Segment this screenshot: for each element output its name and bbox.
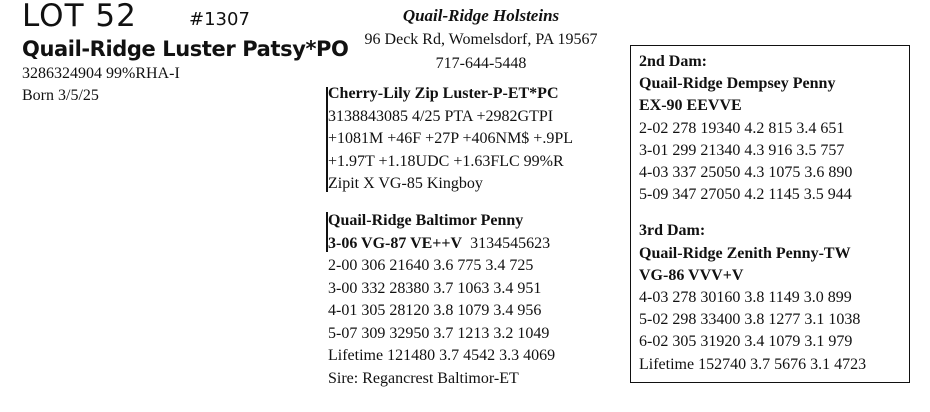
third-dam-name: Quail-Ridge Zenith Penny-TW	[639, 244, 851, 262]
farm-name: Quail-Ridge Holsteins	[402, 6, 560, 25]
dam-sire: Sire: Regancrest Baltimor-ET	[328, 369, 519, 387]
dam-registration: 3134545623	[470, 234, 551, 252]
ancestry-content	[639, 51, 866, 376]
third-dam-classification: VG-86 VVV+V	[639, 266, 744, 284]
second-dam-name: Quail-Ridge Dempsey Penny	[639, 75, 836, 93]
sire-line: 3138843085 4/25 PTA +2982GTPI	[328, 107, 554, 125]
farm-address: 96 Deck Rd, Womelsdorf, PA 19567	[364, 31, 598, 48]
section-gap	[639, 206, 866, 220]
dam-record: 2-00 306 21640 3.6 775 3.4 725	[328, 257, 534, 274]
dam-block	[328, 210, 555, 390]
farm-info	[316, 4, 646, 76]
sire-line: +1.97T +1.18UDC +1.63FLC 99%R	[328, 152, 564, 170]
second-dam-record: 2-02 278 19340 4.2 815 3.4 651	[639, 119, 845, 137]
third-dam-record: 6-02 305 31920 3.4 1079 3.1 979	[639, 333, 853, 351]
sire-line: Zipit X VG-85 Kingboy	[328, 175, 483, 192]
second-dam-record: 3-01 299 21340 4.3 916 3.5 757	[639, 141, 845, 159]
animal-name: Quail-Ridge Luster Patsy*PO	[22, 37, 349, 61]
third-dam-record: 4-03 278 30160 3.8 1149 3.0 899	[639, 289, 852, 307]
dam-record: 5-07 309 32950 3.7 1213 3.2 1049	[328, 324, 550, 342]
second-dam-classification: EX-90 EEVVE	[639, 97, 742, 115]
dam-classification-line	[328, 233, 555, 256]
lot-title: LOT 52	[22, 0, 137, 34]
sire-line: +1081M +46F +27P +406NM$ +.9PL	[328, 130, 573, 147]
dam-lifetime-record: Lifetime 121480 3.7 4542 3.3 4069	[328, 347, 556, 364]
second-dam-record: 5-09 347 27050 4.2 1145 3.5 944	[639, 186, 852, 204]
second-dam-heading: 2nd Dam:	[639, 53, 708, 70]
lot-number: #1307	[189, 9, 250, 30]
second-dam-record: 4-03 337 25050 4.3 1075 3.6 890	[639, 164, 853, 182]
animal-registration: 3286324904 99%RHA-I	[22, 65, 180, 82]
animal-birth-date: Born 3/5/25	[22, 87, 99, 104]
dam-record: 4-01 305 28120 3.8 1079 3.4 956	[328, 302, 542, 319]
third-dam-heading: 3rd Dam:	[639, 222, 706, 240]
third-dam-lifetime-record: Lifetime 152740 3.7 5676 3.1 4723	[639, 355, 867, 373]
dam-classification: 3-06 VG-87 VE++V	[328, 234, 463, 252]
farm-phone: 717-644-5448	[435, 55, 527, 72]
third-dam-record: 5-02 298 33400 3.8 1277 3.1 1038	[639, 311, 861, 329]
dam-record: 3-00 332 28380 3.7 1063 3.4 951	[328, 279, 542, 297]
sire-block	[328, 83, 573, 196]
ancestry-box	[630, 45, 910, 383]
sire-name: Cherry-Lily Zip Luster-P-ET*PC	[328, 85, 559, 102]
dam-name: Quail-Ridge Baltimor Penny	[328, 212, 524, 229]
